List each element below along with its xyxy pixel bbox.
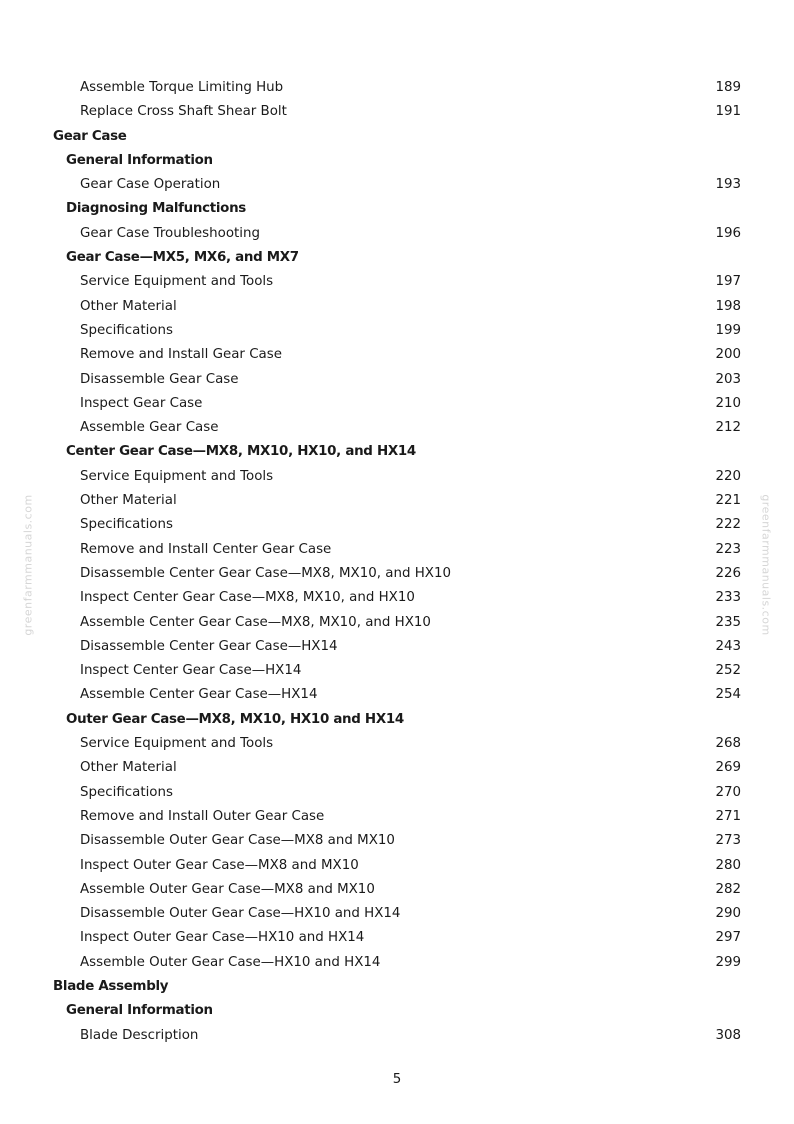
toc-entry[interactable] [0,756,794,780]
toc-subsection-heading [0,149,794,173]
toc-entry-page: 221 [715,493,741,509]
toc-entry-title: Assemble Outer Gear Case—HX10 and HX14 [80,954,381,970]
toc-entry-page: 280 [715,857,741,873]
toc-entry[interactable] [0,732,794,756]
toc-entry-title: Assemble Gear Case [80,420,219,436]
toc-entry-title: Center Gear Case—MX8, MX10, HX10, and HX14 [66,444,416,460]
toc-entry[interactable] [0,222,794,246]
toc-entry-page: 273 [715,833,741,849]
toc-entry-page: 220 [715,468,741,484]
toc-entry-title: Disassemble Center Gear Case—HX14 [80,638,338,654]
toc-entry-title: Remove and Install Outer Gear Case [80,808,325,824]
toc-entry[interactable] [0,611,794,635]
toc-entry-title: Other Material [80,493,177,509]
toc-entry-title: Assemble Center Gear Case—HX14 [80,687,318,703]
toc-section-heading [0,125,794,149]
toc-entry-title: Assemble Outer Gear Case—MX8 and MX10 [80,881,375,897]
toc-entry-title: Remove and Install Gear Case [80,347,282,363]
toc-entry-title: General Information [66,152,213,168]
table-of-contents [0,76,794,1048]
watermark-right: greenfarmmanuals.com [759,494,773,636]
toc-entry[interactable] [0,343,794,367]
toc-entry-page: 235 [715,614,741,630]
toc-entry[interactable] [0,878,794,902]
toc-subsection-heading [0,999,794,1023]
toc-entry-title: Specifications [80,322,173,338]
toc-entry-title: Remove and Install Center Gear Case [80,541,332,557]
toc-entry-title: Service Equipment and Tools [80,468,274,484]
toc-entry-title: Specifications [80,784,173,800]
toc-entry-page: 200 [715,347,741,363]
toc-entry-page: 282 [715,881,741,897]
toc-entry-page: 223 [715,541,741,557]
toc-entry[interactable] [0,76,794,100]
toc-entry[interactable] [0,926,794,950]
watermark-left: greenfarmmanuals.com [21,494,35,636]
toc-entry-page: 210 [715,395,741,411]
toc-entry-title: Disassemble Outer Gear Case—HX10 and HX14 [80,906,401,922]
toc-entry-page: 189 [715,80,741,95]
toc-entry[interactable] [0,829,794,853]
toc-entry-page: 233 [715,590,741,606]
toc-entry-title: Inspect Center Gear Case—HX14 [80,663,302,679]
toc-entry[interactable] [0,781,794,805]
toc-entry-title: Specifications [80,517,173,533]
toc-entry-title: Inspect Center Gear Case—MX8, MX10, and HX10 [80,590,415,606]
toc-entry[interactable] [0,854,794,878]
toc-entry-title: Other Material [80,298,177,314]
toc-entry-title: General Information [66,1003,213,1019]
toc-entry[interactable] [0,173,794,197]
toc-entry[interactable] [0,416,794,440]
toc-entry-page: 197 [715,274,741,290]
toc-subsection-heading [0,197,794,221]
toc-subsection-heading [0,246,794,270]
toc-entry[interactable] [0,805,794,829]
toc-entry[interactable] [0,586,794,610]
toc-entry-title: Gear Case—MX5, MX6, and MX7 [66,250,299,266]
toc-entry-title: Service Equipment and Tools [80,274,274,290]
toc-section-heading [0,975,794,999]
toc-entry-page: 212 [715,420,741,436]
toc-entry-title: Blade Description [80,1027,199,1043]
toc-entry-page: 226 [715,565,741,581]
toc-entry-title: Replace Cross Shaft Shear Bolt [80,104,287,120]
toc-entry-title: Inspect Gear Case [80,395,203,411]
toc-entry-page: 271 [715,808,741,824]
toc-entry-page: 199 [715,322,741,338]
toc-entry-title: Other Material [80,760,177,776]
toc-subsection-heading [0,440,794,464]
toc-entry-title: Service Equipment and Tools [80,736,274,752]
toc-entry[interactable] [0,270,794,294]
toc-entry-page: 269 [715,760,741,776]
toc-entry-page: 198 [715,298,741,314]
toc-subsection-heading [0,708,794,732]
toc-entry-page: 196 [715,225,741,241]
toc-entry-title: Diagnosing Malfunctions [66,201,246,217]
toc-entry-title: Disassemble Center Gear Case—MX8, MX10, and HX10 [80,565,452,581]
toc-entry-page: 222 [715,517,741,533]
toc-entry[interactable] [0,902,794,926]
toc-entry-title: Disassemble Outer Gear Case—MX8 and MX10 [80,833,395,849]
toc-entry-page: 270 [715,784,741,800]
toc-entry[interactable] [0,368,794,392]
toc-entry[interactable] [0,489,794,513]
toc-entry-title: Assemble Torque Limiting Hub [80,80,284,95]
toc-entry[interactable] [0,465,794,489]
toc-entry-title: Inspect Outer Gear Case—MX8 and MX10 [80,857,359,873]
toc-entry[interactable] [0,635,794,659]
toc-entry-page: 191 [715,104,741,120]
toc-entry-page: 290 [715,906,741,922]
toc-entry-title: Disassemble Gear Case [80,371,239,387]
toc-entry-title: Gear Case Operation [80,177,221,193]
toc-entry-title: Gear Case Troubleshooting [80,225,260,241]
toc-entry-page: 252 [715,663,741,679]
toc-entry-title: Blade Assembly [53,978,169,994]
toc-entry[interactable] [0,659,794,683]
toc-entry[interactable] [0,562,794,586]
toc-entry[interactable] [0,951,794,975]
toc-entry[interactable] [0,683,794,707]
toc-entry[interactable] [0,538,794,562]
toc-entry-page: 299 [715,954,741,970]
toc-entry-page: 254 [715,687,741,703]
toc-entry[interactable] [0,319,794,343]
toc-entry-page: 243 [715,638,741,654]
page-number: 5 [392,1072,402,1087]
toc-entry[interactable] [0,295,794,319]
toc-entry-page: 268 [715,736,741,752]
toc-entry-page: 297 [715,930,741,946]
toc-entry-page: 203 [715,371,741,387]
toc-entry[interactable] [0,1024,794,1048]
toc-entry[interactable] [0,392,794,416]
toc-entry[interactable] [0,100,794,124]
toc-entry-title: Assemble Center Gear Case—MX8, MX10, and HX10 [80,614,431,630]
toc-entry-page: 193 [715,177,741,193]
toc-entry[interactable] [0,513,794,537]
toc-entry-title: Outer Gear Case—MX8, MX10, HX10 and HX14 [66,711,404,727]
toc-entry-page: 308 [715,1027,741,1043]
toc-entry-title: Gear Case [53,128,127,144]
toc-entry-title: Inspect Outer Gear Case—HX10 and HX14 [80,930,365,946]
